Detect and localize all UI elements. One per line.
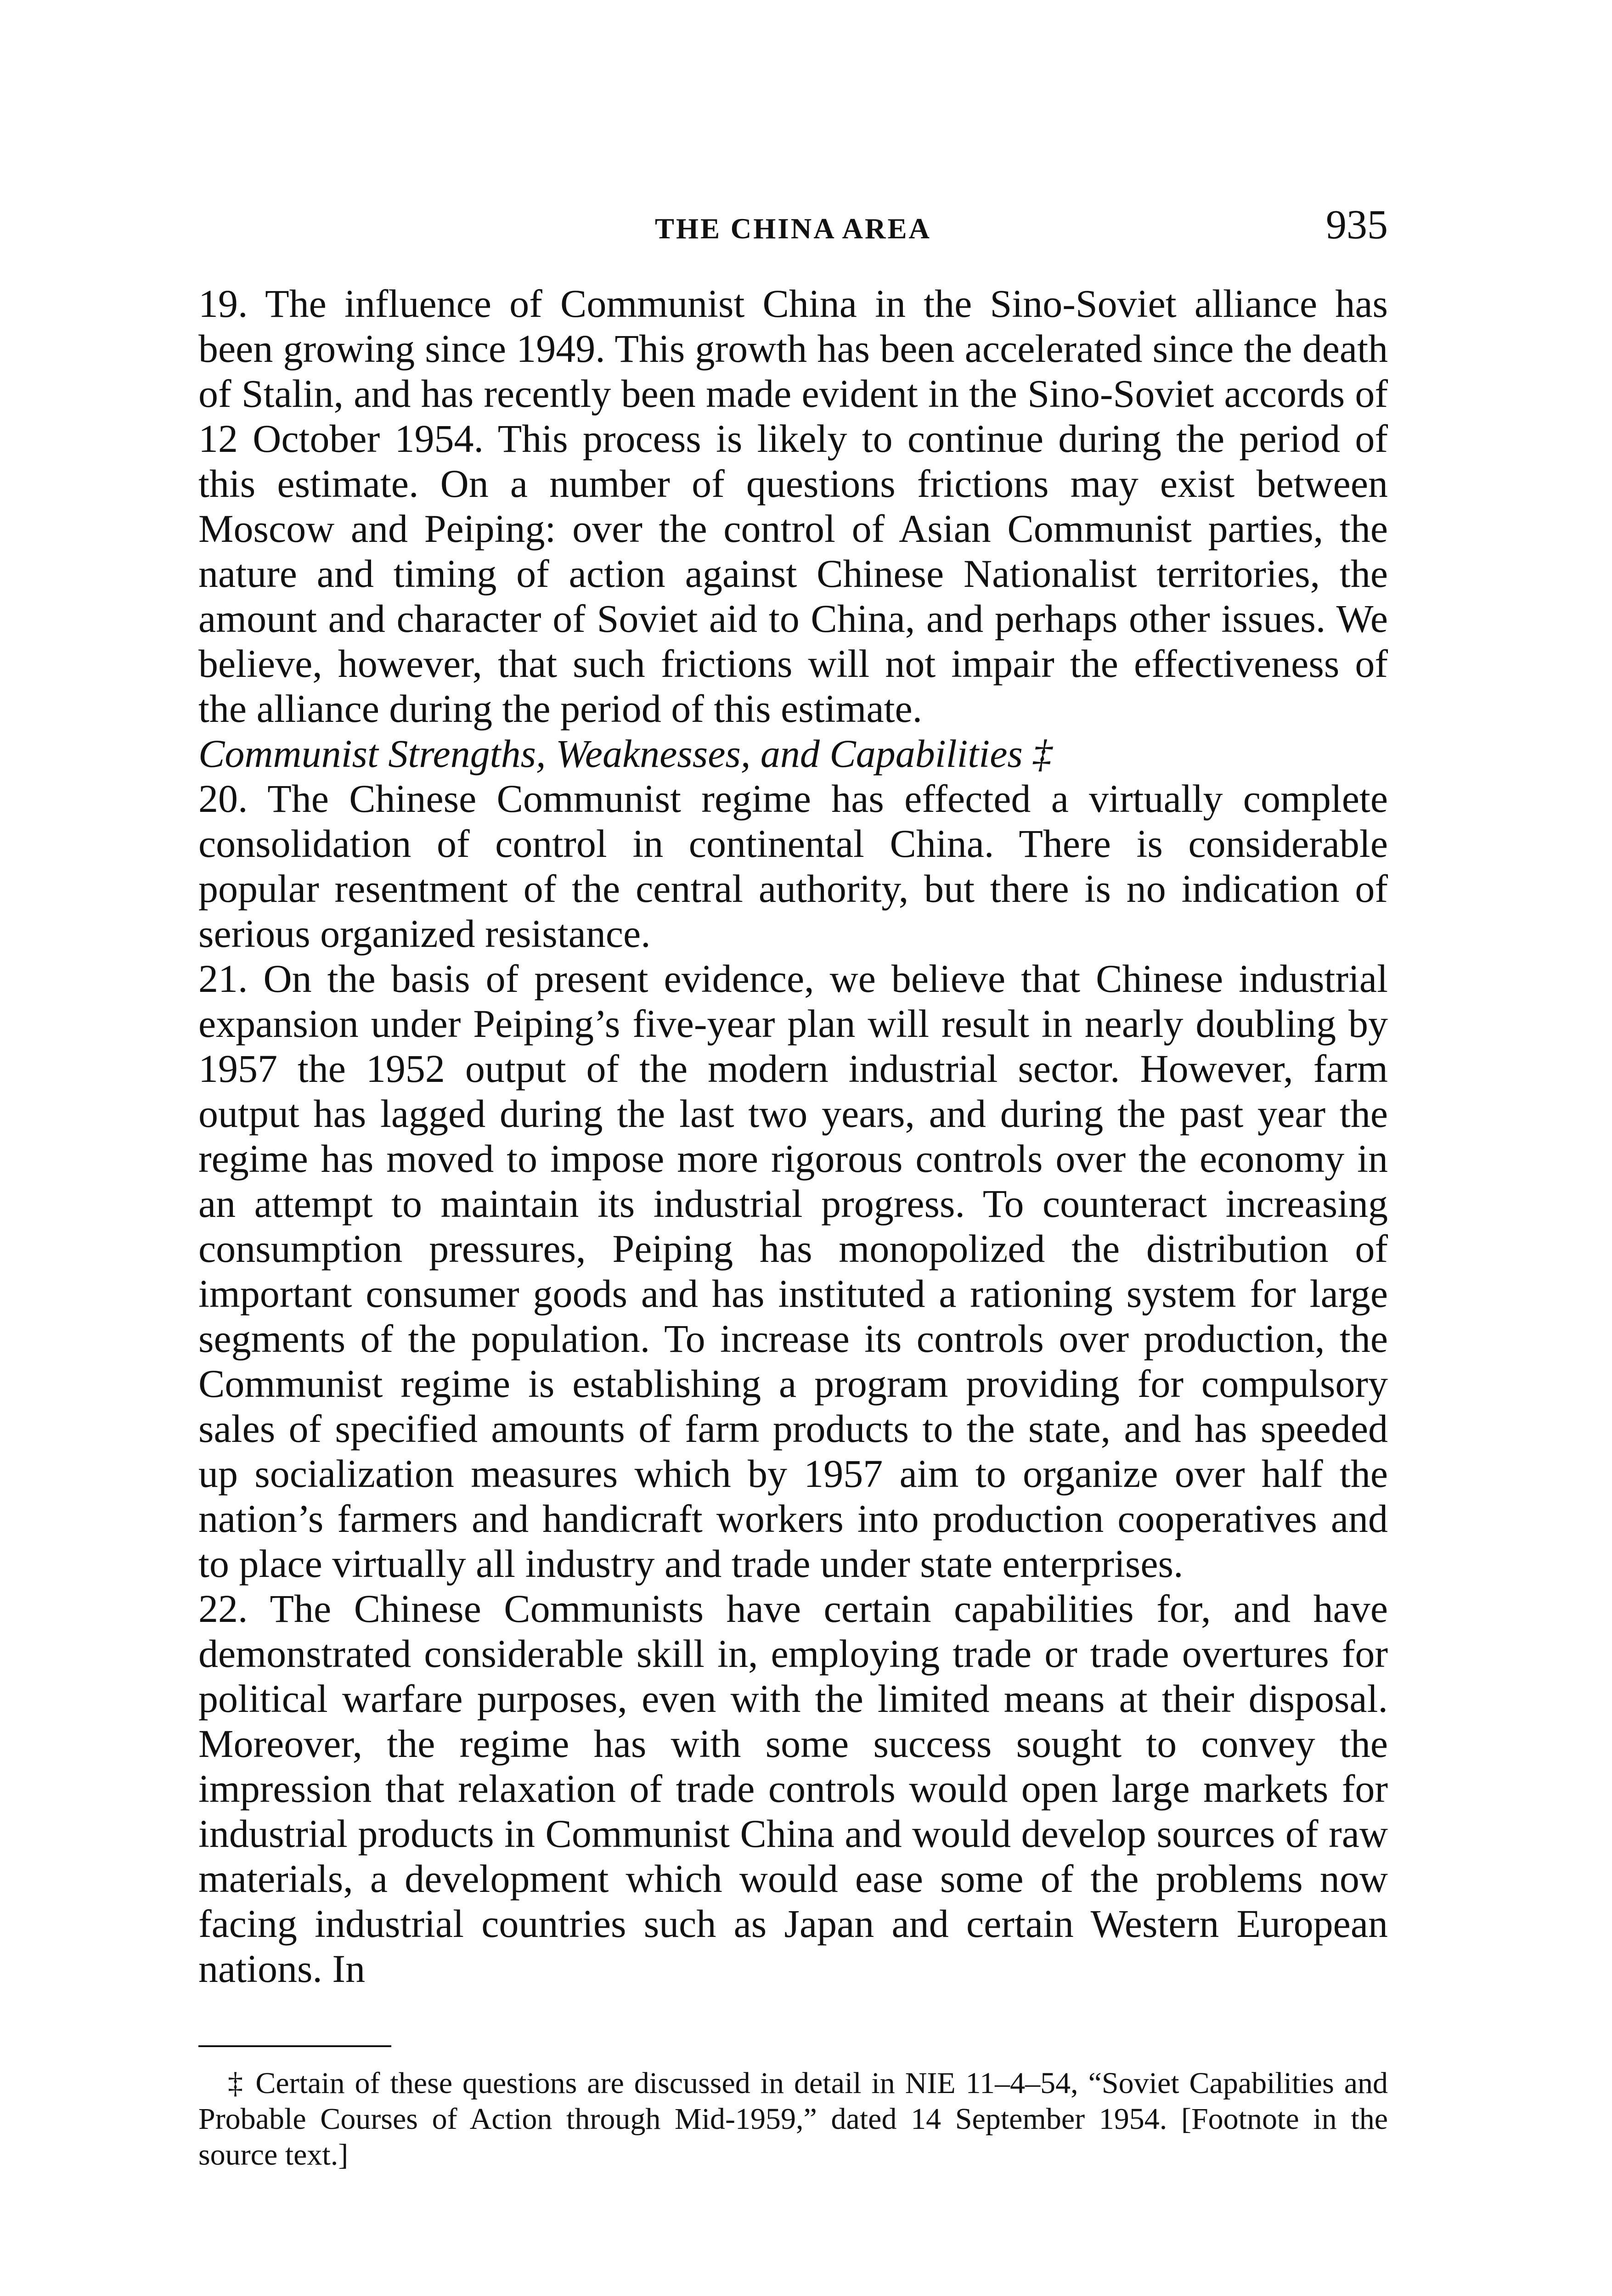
paragraph-21 [198,956,1388,1586]
paragraph-text: The Chinese Communist regime has effected a virtually complete consolidation of control in continental China. There is considerable popular resentment of the central authority, but there is no indication of serious organized resistance. [198,777,1388,956]
section-heading: Communist Strengths, Weaknesses, and Capabilities ‡ [198,732,1053,776]
paragraph-19 [198,281,1388,731]
paragraph-22 [198,1586,1388,1991]
paragraph-number: 19. [198,281,248,326]
paragraph-number: 22. [198,1587,248,1631]
running-title: THE CHINA AREA [654,213,932,245]
paragraph-text: The influence of Communist China in the Sino-Soviet alliance has been growing since 1949. This growth has been accelerated since the death of Stalin, and has recently been made evident in the Sino-Soviet accords of 12 October 1954. This process is likely to continue during the period of this estimate. On a number of questions frictions may exist between Moscow and Peiping: over the control of Asian Communist parties, the nature and timing of action against Chinese Nationalist territories, the amount and character of Soviet aid to China, and perhaps other issues. We believe, however, that such frictions will not impair the effectiveness of the alliance during the period of this estimate. [198,281,1388,731]
paragraph-text: On the basis of present evidence, we believe that Chinese industrial expansion under Peiping’s five-year plan will result in nearly doubling by 1957 the 1952 output of the modern industrial sector. However, farm output has lagged during the last two years, and during the past year the regime has moved to impose more rigorous controls over the economy in an attempt to maintain its industrial progress. To counteract increasing consumption pressures, Peiping has monopolized the distribution of important consumer goods and has instituted a rationing system for large segments of the population. To increase its controls over production, the Communist regime is establishing a program providing for compulsory sales of specified amounts of farm products to the state, and has speeded up socialization measures which by 1957 aim to organize over half the nation’s farmers and handicraft workers into production cooperatives and to place virtually all industry and trade under state enterprises. [198,957,1388,1586]
running-header [198,202,1388,257]
paragraph-20 [198,776,1388,956]
page-number: 935 [1326,202,1388,248]
footnote-divider [198,2045,391,2047]
paragraph-number: 20. [198,777,248,821]
document-page [198,202,1388,2173]
paragraph-text: The Chinese Communists have certain capabilities for, and have demonstrated considerable skill in, employing trade or trade overtures for political warfare purposes, even with the limited means at their disposal. Moreover, the regime has with some success sought to convey the impression that relaxation of trade controls would open large markets for industrial products in Communist China and would develop sources of raw materials, a development which would ease some of the problems now facing industrial countries such as Japan and certain Western European nations. In [198,1587,1388,1991]
footnote: ‡ Certain of these questions are discussed in detail in NIE 11–4–54, “Soviet Capabilities and Probable Courses of Action through Mid-1959,” dated 14 September 1954. [Footnote in the source text.] [198,2066,1388,2172]
body-text [198,281,1388,1991]
paragraph-number: 21. [198,957,248,1001]
